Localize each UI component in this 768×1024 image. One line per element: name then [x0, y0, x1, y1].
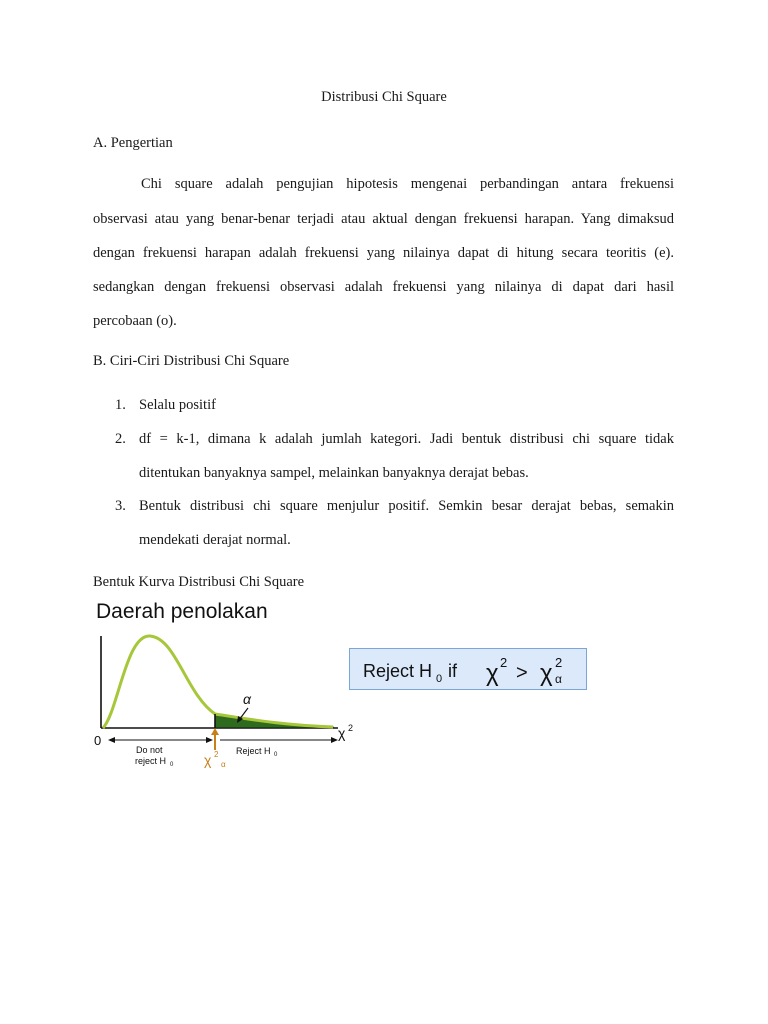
- figure-heading: Daerah penolakan: [96, 600, 268, 623]
- critical-symbol: χ: [204, 752, 212, 768]
- curve-caption: Bentuk Kurva Distribusi Chi Square: [93, 574, 305, 590]
- list-item-1: Selalu positif: [139, 397, 216, 413]
- rule-superscript-2: 2: [555, 655, 563, 670]
- list-number: 1.: [115, 397, 126, 413]
- arrowhead-reject: [331, 737, 338, 743]
- chi-square-curve: [103, 636, 333, 728]
- list-number: 2.: [115, 431, 126, 447]
- reject-h0-label: reject H: [135, 756, 167, 766]
- page-title: Distribusi Chi Square: [321, 89, 447, 105]
- x-axis-superscript: 2: [348, 723, 354, 733]
- rule-text: Reject H: [363, 661, 433, 681]
- reject-subscript: 0: [274, 752, 278, 758]
- list-item-2-line-1: df = k-1, dimana k adalah jumlah kategori. Jadi bentuk distribusi chi square tidak: [139, 431, 674, 447]
- chi-square-figure: [88, 594, 368, 784]
- paragraph-line-3: dengan frekuensi harapan adalah frekuensi yang nilainya dapat di hitung secara teoritis (e).: [93, 245, 674, 261]
- critical-subscript: α: [221, 760, 226, 769]
- rule-superscript: 2: [500, 655, 508, 670]
- list-item-2-line-2: ditentukan banyaknya sampel, melainkan banyaknya derajat bebas.: [139, 465, 529, 481]
- paragraph-line-2: observasi atau yang benar-benar terjadi atau aktual dengan frekuensi harapan. Yang dimaksud: [93, 211, 674, 227]
- alpha-label: α: [243, 691, 251, 707]
- section-a-heading: A. Pengertian: [93, 135, 173, 151]
- rejection-rule-box: [349, 648, 587, 690]
- paragraph-line-1: Chi square adalah pengujian hipotesis mengenai perbandingan antara frekuensi: [141, 176, 674, 192]
- origin-label: 0: [94, 733, 102, 748]
- list-item-3-line-1: Bentuk distribusi chi square menjulur positif. Semkin besar derajat bebas, semakin: [139, 498, 674, 514]
- x-axis-symbol: χ: [338, 725, 346, 741]
- arrowhead-left: [108, 737, 115, 743]
- rule-alpha-subscript: α: [555, 672, 562, 686]
- rule-chi: χ: [486, 660, 499, 687]
- rule-greater-than: >: [516, 662, 528, 684]
- paragraph-line-5: percobaan (o).: [93, 313, 177, 329]
- arrowhead-right: [206, 737, 213, 743]
- rule-chi-alpha: χ: [540, 660, 553, 687]
- section-b-heading: B. Ciri-Ciri Distribusi Chi Square: [93, 353, 290, 369]
- rule-subscript: 0: [436, 673, 443, 685]
- list-number: 3.: [115, 498, 126, 514]
- do-not-label: Do not: [136, 745, 163, 755]
- reject-label: Reject H: [236, 746, 271, 756]
- rule-if: if: [448, 661, 457, 681]
- rejection-rule: [350, 649, 588, 691]
- list-item-3-line-2: mendekati derajat normal.: [139, 532, 291, 548]
- paragraph-line-4: sedangkan dengan frekuensi observasi adalah frekuensi yang nilainya di dapat dari hasil: [93, 279, 674, 295]
- reject-h0-subscript: 0: [170, 762, 174, 768]
- critical-marker-head: [211, 728, 219, 735]
- critical-superscript: 2: [214, 750, 219, 759]
